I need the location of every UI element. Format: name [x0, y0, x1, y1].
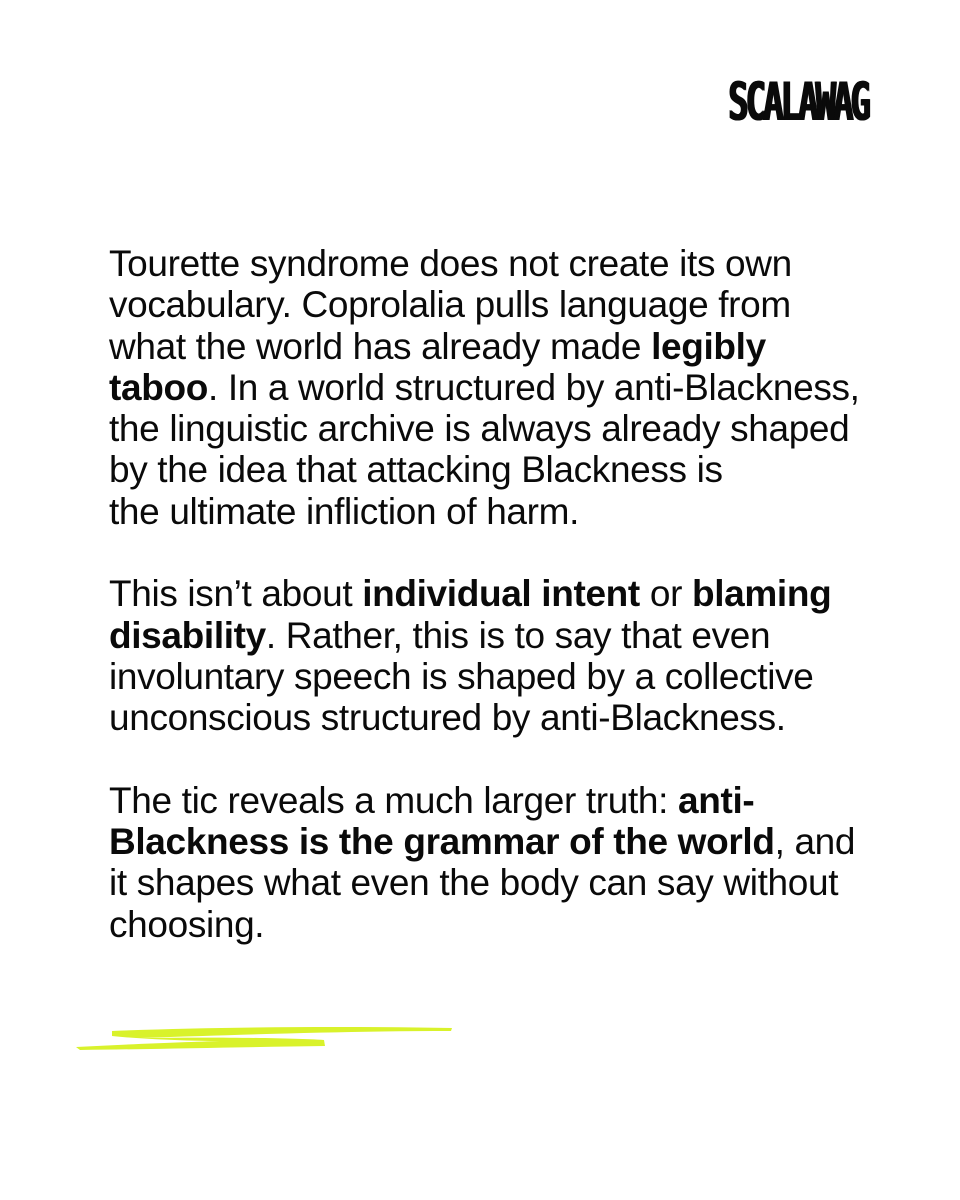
text-segment: , and it shapes what even the body can say without choosing. — [109, 821, 856, 945]
highlighted-phrase — [109, 491, 569, 532]
bold-phrase-grammar-of-the-world: anti-Blackness is the grammar of the world — [109, 779, 775, 863]
bold-phrase-blaming-disability: blaming disability — [109, 573, 832, 656]
bold-phrase-individual-intent: individual intent — [362, 573, 640, 615]
text-segment: . — [569, 490, 580, 532]
text-segment: Tourette syndrome does not create its own vocabulary. Coprolalia pulls language from what the world has already made — [109, 243, 792, 367]
text-segment: . In a world structured by anti-Blackness, the linguistic archive is always already shaped by the idea that attacking Blackness is — [109, 366, 860, 491]
paragraph-1 — [109, 243, 869, 532]
highlighter-swash-decoration — [70, 1022, 460, 1066]
text-segment: The tic reveals a much larger truth: — [109, 779, 679, 821]
scalawag-logo: SCALAWAG — [728, 72, 868, 134]
paragraph-2 — [109, 573, 869, 738]
text-segment: or — [639, 573, 692, 615]
paragraph-3 — [109, 780, 869, 945]
highlighted-text: the ultimate infliction of harm — [109, 490, 570, 532]
bold-phrase-legibly-taboo: legibly taboo — [109, 325, 766, 408]
article-excerpt — [109, 243, 869, 945]
text-segment: This isn’t about — [109, 573, 363, 615]
text-segment: . Rather, this is to say that even involuntary speech is shaped by a collective unconscious structured by anti-Blackness. — [109, 614, 814, 739]
